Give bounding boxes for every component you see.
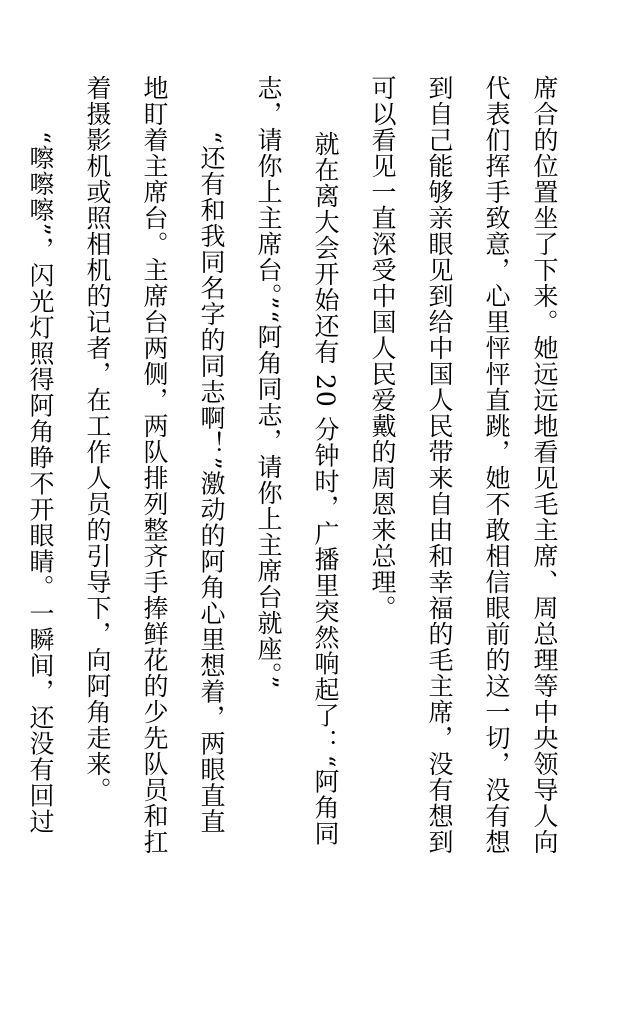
text-line-8: 地盯着主席台。主席台两侧，两队排列整齐手捧鲜花的少先队员和扛 (140, 75, 169, 855)
text-line-1: 席合的位置坐了下来。她远远地看见毛主席、周总理等中央领导人向 (530, 75, 559, 855)
text-line-5: 就在离大会开始还有 20 分钟时，广播里突然响起了：“阿角同 (311, 131, 340, 847)
text-line-7: “还有和我同名字的同志啊！”激动的阿角心里想着，两眼直直 (197, 131, 226, 835)
text-line-6: 志，请你上主席台。”“阿角同志，请你上主席台就座。” (254, 75, 283, 690)
text-line-4: 可以看见一直深受中国人民爱戴的周恩来总理。 (368, 75, 397, 621)
text-line-3: 到自己能够亲眼见到给中国人民带来自由和幸福的毛主席，没有想到 (425, 75, 454, 855)
text-line-10: “嚓嚓嚓”，闪光灯照得阿角睁不开眼睛。一瞬间，还没有回过 (26, 131, 55, 835)
text-line-9: 着摄影机或照相机的记者，在工作人员的引导下，向阿角走来。 (83, 75, 112, 803)
text-line-2: 代表们挥手致意，心里怦怦直跳，她不敢相信眼前的这一切，没有想 (482, 75, 511, 855)
